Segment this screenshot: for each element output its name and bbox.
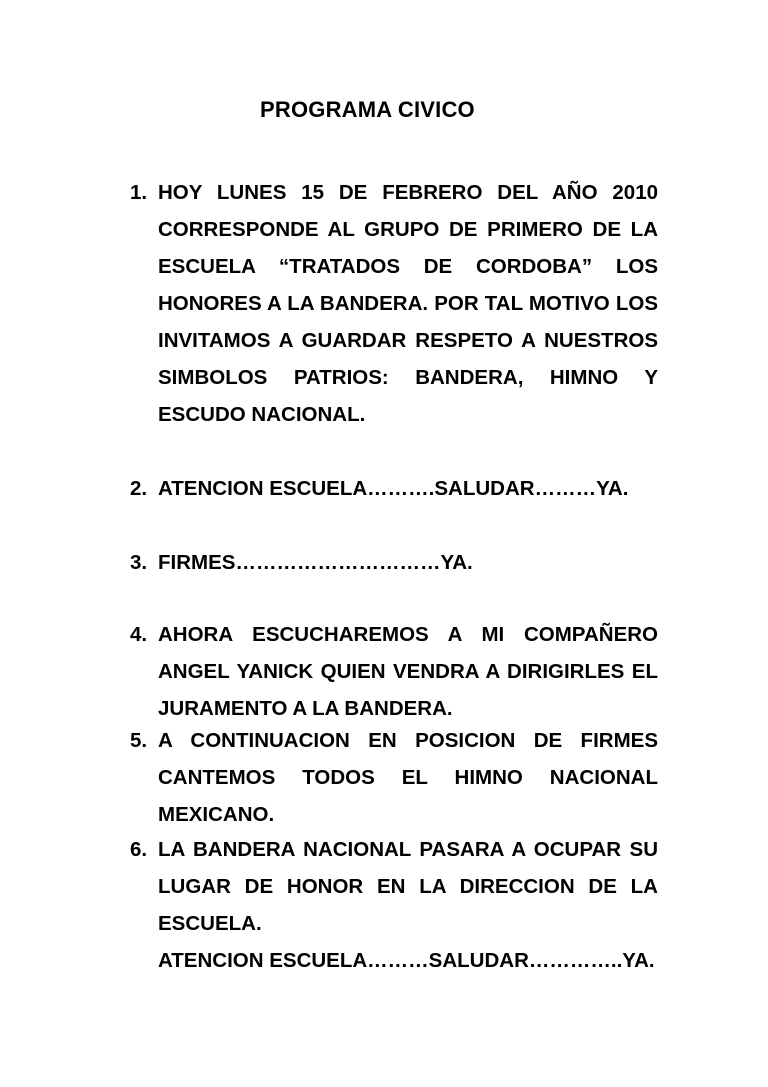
item-text: HOY LUNES 15 DE FEBRERO DEL AÑO 2010 CORRESPONDE AL GRUPO DE PRIMERO DE LA ESCUELA “TRATADOS DE CORDOBA” LOS HONORES A LA BANDERA. POR TAL MOTIVO LOS INVITAMOS A GUARDAR RESPETO A NUESTROS SIMBOLOS PATRIOS: BANDERA, HIMNO Y ESCUDO NACIONAL. [158, 181, 658, 426]
item-number: 6. [130, 838, 148, 861]
item-number: 4. [130, 623, 148, 646]
list-item-3 [130, 544, 658, 581]
item-number: 3. [130, 551, 148, 574]
item-text: AHORA ESCUCHAREMOS A MI COMPAÑERO ANGEL YANICK QUIEN VENDRA A DIRIGIRLES EL JURAMENTO A LA BANDERA. [158, 623, 658, 720]
list-item-1 [130, 174, 658, 433]
list-item-6 [130, 831, 658, 979]
page-title: PROGRAMA CIVICO [260, 97, 475, 122]
item-text: LA BANDERA NACIONAL PASARA A OCUPAR SU LUGAR DE HONOR EN LA DIRECCION DE LA ESCUELA. [158, 838, 658, 935]
list-item-2 [130, 470, 658, 507]
list-item-5 [130, 722, 658, 833]
item-text: ATENCION ESCUELA……….SALUDAR………YA. [158, 477, 629, 500]
item-number: 5. [130, 729, 148, 752]
item-text: FIRMES…………………………YA. [158, 551, 473, 574]
item-text: A CONTINUACION EN POSICION DE FIRMES CANTEMOS TODOS EL HIMNO NACIONAL MEXICANO. [158, 729, 658, 826]
item-extra-line: ATENCION ESCUELA………SALUDAR…………..YA. [158, 949, 655, 972]
list-item-4 [130, 616, 658, 727]
item-number: 1. [130, 181, 148, 204]
item-number: 2. [130, 477, 148, 500]
